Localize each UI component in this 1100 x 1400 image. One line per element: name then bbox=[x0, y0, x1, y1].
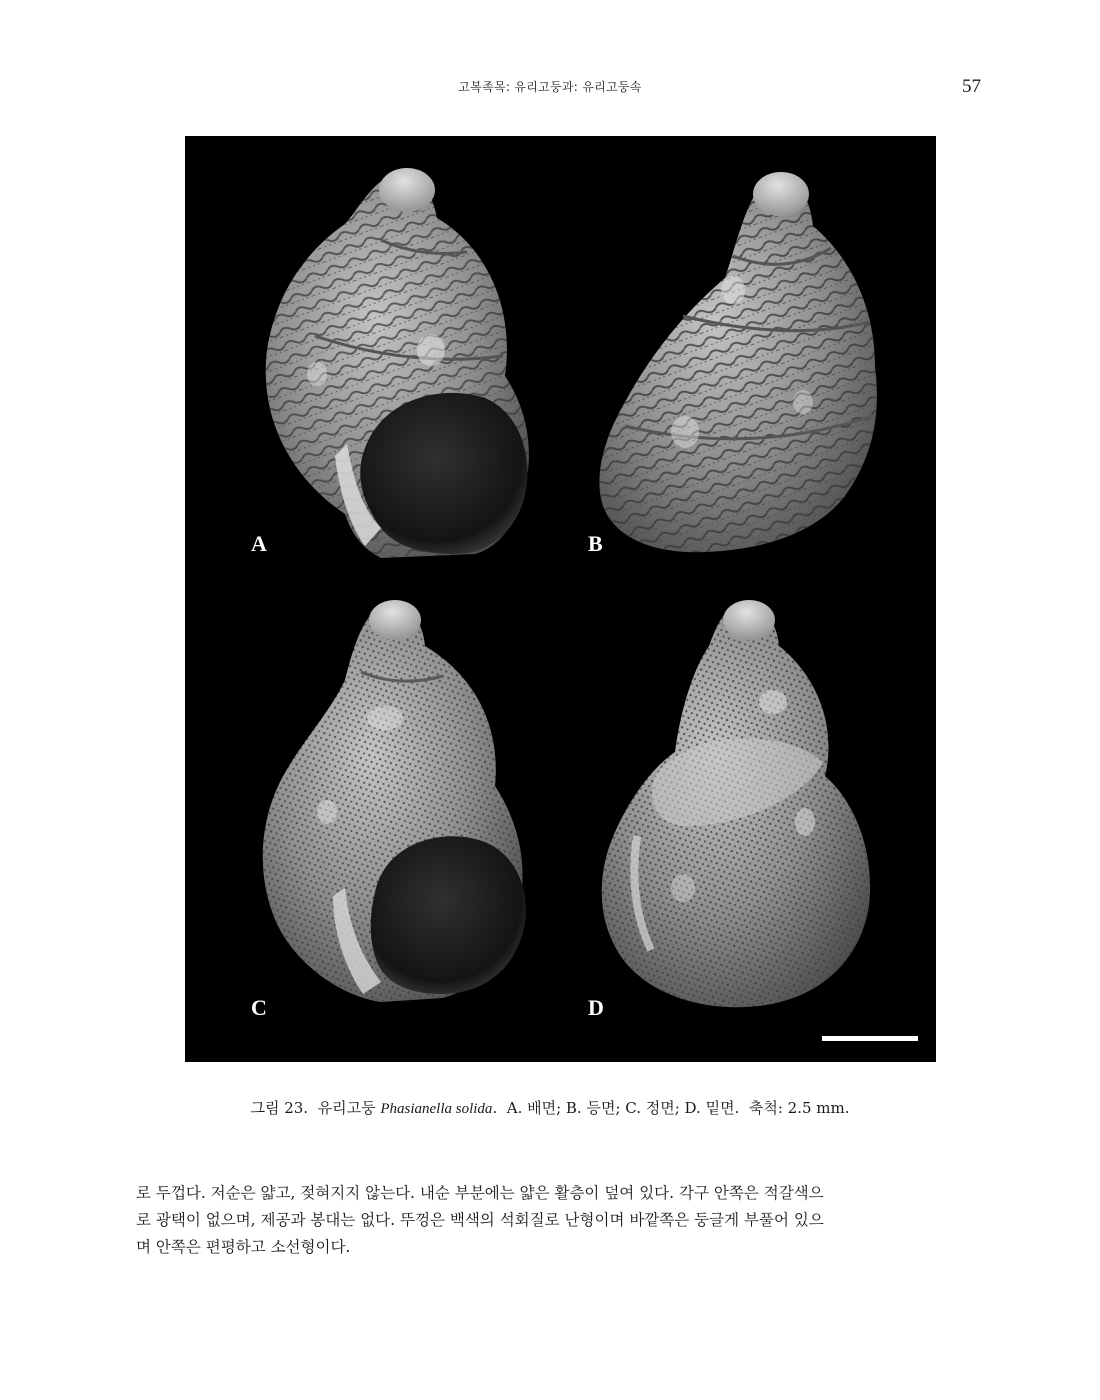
shell-b bbox=[599, 172, 876, 552]
panel-label-c: C bbox=[251, 995, 267, 1020]
panel-label-d: D bbox=[588, 995, 604, 1020]
body-line: 로 광택이 없으며, 제공과 봉대는 없다. 뚜껑은 백색의 석회질로 난형이며 바깥쪽은 둥글게 부풀어 있으 bbox=[136, 1211, 824, 1229]
page-number: 57 bbox=[962, 76, 981, 97]
shell-d bbox=[602, 600, 870, 1007]
panel-label-b: B bbox=[588, 531, 603, 556]
panel-label-a: A bbox=[251, 531, 267, 556]
caption-prefix: 그림 23. 유리고둥 bbox=[250, 1099, 381, 1117]
running-head: 고복족목: 유리고둥과: 유리고둥속 bbox=[458, 80, 642, 94]
caption-species-name: Phasianella solida bbox=[380, 1101, 493, 1117]
scale-bar bbox=[822, 1036, 918, 1041]
caption-suffix: . A. 배면; B. 등면; C. 정면; D. 밑면. 축척: 2.5 mm. bbox=[492, 1099, 850, 1117]
body-line: 로 두껍다. 저순은 얇고, 젖혀지지 않는다. 내순 부분에는 얇은 활층이 덮여 있다. 각구 안쪽은 적갈색으 bbox=[136, 1184, 824, 1202]
body-paragraph bbox=[136, 1180, 986, 1261]
shell-photographs bbox=[185, 136, 936, 1062]
figure-plate bbox=[185, 136, 936, 1062]
figure-caption bbox=[0, 1097, 1100, 1118]
body-line: 며 안쪽은 편평하고 소선형이다. bbox=[136, 1238, 351, 1256]
shell-c bbox=[263, 600, 526, 1002]
shell-a bbox=[266, 168, 529, 558]
